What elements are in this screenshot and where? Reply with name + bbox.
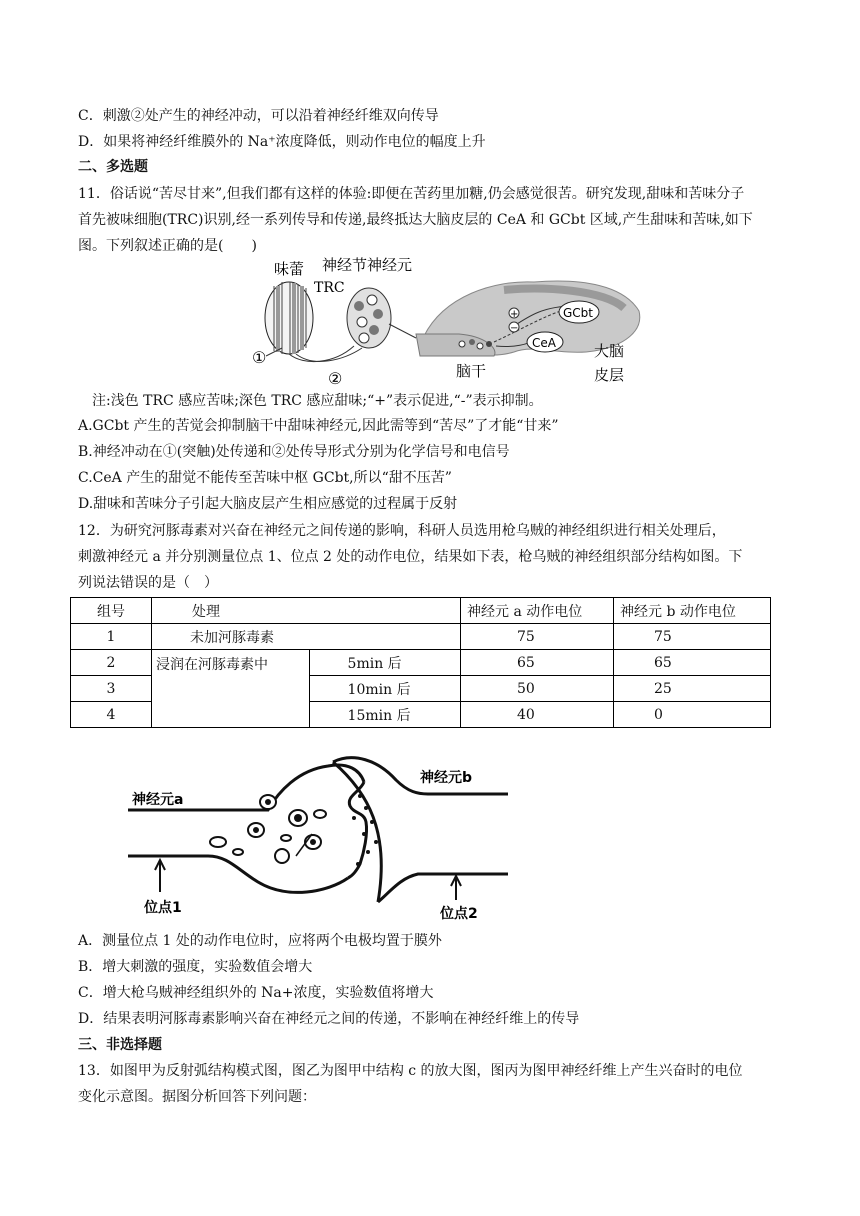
q12-stem-1: 12．为研究河豚毒素对兴奋在神经元之间传递的影响，科研人员选用枪乌贼的神经组织进行相关处理后， [78, 523, 726, 539]
cell-group: 2 [71, 650, 152, 676]
q11-option-d: D.甜味和苦味分子引起大脑皮层产生相应感觉的过程属于反射 [78, 496, 458, 512]
header-neuron-a: 神经元 a 动作电位 [461, 598, 614, 624]
figure-note: 注:浅色 TRC 感应苦味;深色 TRC 感应甜味;“+”表示促进,“-”表示抑制。 [92, 393, 543, 409]
cell-a: 40 [461, 702, 614, 728]
option-c-prev: C．刺激②处产生的神经冲动，可以沿着神经纤维双向传导 [78, 108, 439, 124]
cell-time: 15min 后 [309, 702, 460, 728]
table-row [71, 624, 771, 650]
table-header-row [71, 598, 771, 624]
q12-option-d: D．结果表明河豚毒素影响兴奋在神经元之间的传递，不影响在神经纤维上的传导 [78, 1011, 580, 1027]
q11-option-a: A.GCbt 产生的苦觉会抑制脑干中甜味神经元,因此需等到“苦尽”了才能“甘来” [78, 418, 559, 434]
q13-stem-1: 13．如图甲为反射弧结构模式图，图乙为图甲中结构 c 的放大图，图丙为图甲神经纤维上产生兴奋时的电位 [78, 1063, 743, 1079]
q11-option-b: B.神经冲动在①(突触)处传递和②处传导形式分别为化学信号和电信号 [78, 444, 510, 460]
gcbt-label: GCbt [563, 306, 593, 320]
q12-stem-2: 刺激神经元 a 并分别测量位点 1、位点 2 处的动作电位，结果如下表，枪乌贼的神经组织部分结构如图。下 [78, 549, 743, 565]
minus-sign: − [510, 323, 519, 334]
q12-option-c: C．增大枪乌贼神经组织外的 Na+浓度，实验数值将增大 [78, 985, 434, 1001]
header-neuron-b: 神经元 b 动作电位 [614, 598, 771, 624]
q12-option-b: B．增大刺激的强度，实验数值会增大 [78, 959, 313, 975]
trc-label: TRC [314, 280, 345, 296]
taste-pathway-figure [244, 256, 644, 390]
site-1-label: 位点1 [144, 900, 182, 916]
marker-1: ① [252, 348, 267, 367]
cell-group: 4 [71, 702, 152, 728]
cell-b: 25 [614, 676, 771, 702]
q11-stem-3: 图。下列叙述正确的是( ) [78, 238, 257, 254]
neuron-a-label: 神经元a [132, 792, 184, 808]
cell-soak: 浸润在河豚毒素中 [152, 650, 310, 728]
cell-time: 10min 后 [309, 676, 460, 702]
cortex-label-1: 大脑 [594, 342, 625, 360]
ganglion-label: 神经节神经元 [322, 256, 413, 274]
q12-stem-3: 列说法错误的是（ ） [78, 575, 218, 591]
q11-stem-2: 首先被味细胞(TRC)识别,经一系列传导和传递,最终抵达大脑皮层的 CeA 和 GCbt 区域,产生甜味和苦味,如下 [78, 212, 753, 228]
cell-group: 1 [71, 624, 152, 650]
header-treatment: 处理 [152, 598, 461, 624]
site-2-label: 位点2 [440, 906, 478, 922]
brainstem-label: 脑干 [456, 362, 487, 380]
cortex-label-2: 皮层 [594, 366, 625, 384]
header-group: 组号 [71, 598, 152, 624]
cell-b: 75 [614, 624, 771, 650]
cell-a: 75 [461, 624, 614, 650]
q12-option-a: A．测量位点 1 处的动作电位时，应将两个电极均置于膜外 [78, 933, 442, 949]
section-title-nonchoice: 三、非选择题 [78, 1037, 162, 1053]
synapse-figure [128, 752, 508, 922]
cell-a: 50 [461, 676, 614, 702]
cell-b: 0 [614, 702, 771, 728]
cell-treatment: 未加河豚毒素 [152, 624, 461, 650]
taste-bud-label: 味蕾 [274, 260, 305, 278]
section-title-multi: 二、多选题 [78, 159, 148, 175]
table-row [71, 650, 771, 676]
cell-group: 3 [71, 676, 152, 702]
marker-2: ② [328, 369, 343, 388]
neuron-b-label: 神经元b [420, 770, 473, 786]
cell-a: 65 [461, 650, 614, 676]
q11-stem-1: 11．俗话说“苦尽甘来”,但我们都有这样的体验:即便在苦药里加糖,仍会感觉很苦。研究发现,甜味和苦味分子 [78, 186, 745, 202]
cell-b: 65 [614, 650, 771, 676]
cea-label: CeA [532, 336, 556, 350]
q11-option-c: C.CeA 产生的甜觉不能传至苦味中枢 GCbt,所以“甜不压苦” [78, 470, 452, 486]
plus-sign: + [510, 309, 519, 320]
option-d-prev: D．如果将神经纤维膜外的 Na⁺浓度降低，则动作电位的幅度上升 [78, 134, 486, 150]
q13-stem-2: 变化示意图。据图分析回答下列问题： [78, 1089, 316, 1105]
results-table [70, 597, 771, 728]
cell-time: 5min 后 [309, 650, 460, 676]
